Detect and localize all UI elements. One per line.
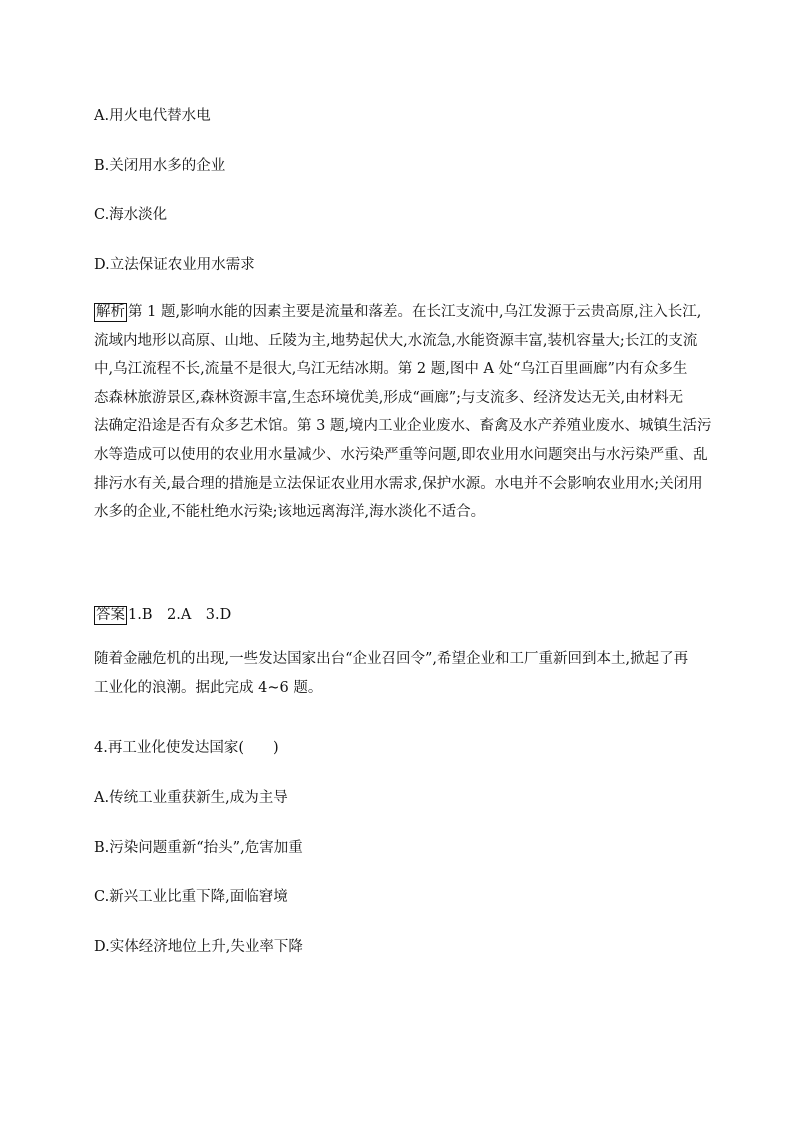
option-a-q3: A.用火电代替水电 xyxy=(94,108,211,124)
option-d-q3: D.立法保证农业用水需求 xyxy=(94,257,255,273)
intro-paragraph xyxy=(94,645,704,702)
answer-tag: 答案 xyxy=(96,607,125,623)
analysis-line-3: 中,乌江流程不长,流量不是很大,乌江无结冰期。第 2 题,图中 A 处“乌江百里画廊”内有众多生 xyxy=(94,361,688,378)
analysis-line-1 xyxy=(94,298,704,327)
analysis-line-6: 水等造成可以使用的农业用水量减少、水污染严重等问题,即农业用水问题突出与水污染严重、乱 xyxy=(94,446,708,463)
option-d-q4: D.实体经济地位上升,失业率下降 xyxy=(94,939,303,955)
analysis-text-1: 第 1 题,影响水能的因素主要是流量和落差。在长江支流中,乌江发源于云贵高原,注入长江, xyxy=(128,304,702,320)
option-a-q4: A.传统工业重获新生,成为主导 xyxy=(94,790,288,806)
analysis-line-2: 流域内地形以高原、山地、丘陵为主,地势起伏大,水流急,水能资源丰富,装机容量大;长江的支流 xyxy=(94,332,698,349)
option-b-q4: B.污染问题重新“抬头”,危害加重 xyxy=(94,840,303,856)
option-c-q4: C.新兴工业比重下降,面临窘境 xyxy=(94,889,288,905)
intro-line-1: 随着金融危机的出现,一些发达国家出台“企业召回令”,希望企业和工厂重新回到本土,掀起了再 xyxy=(94,651,689,667)
answer-line xyxy=(94,603,231,625)
intro-line-2: 工业化的浪潮。据此完成 4~6 题。 xyxy=(94,679,323,696)
analysis-tag: 解析 xyxy=(96,304,125,320)
option-b-q3: B.关闭用水多的企业 xyxy=(94,158,226,174)
question-4-stem: 4.再工业化使发达国家( ) xyxy=(94,740,279,756)
analysis-line-8: 水多的企业,不能杜绝水污染;该地远离海洋,海水淡化不适合。 xyxy=(94,504,486,521)
answer-text: 1.B 2.A 3.D xyxy=(128,607,232,623)
analysis-line-7: 排污水有关,最合理的措施是立法保证农业用水需求,保护水源。水电并不会影响农业用水;关闭用 xyxy=(94,475,703,492)
analysis-paragraph xyxy=(94,298,712,527)
analysis-line-5: 法确定沿途是否有众多艺术馆。第 3 题,境内工业企业废水、畜禽及水产养殖业废水、城镇生活污 xyxy=(94,418,712,435)
analysis-line-4: 态森林旅游景区,森林资源丰富,生态环境优美,形成“画廊”;与支流多、经济发达无关,由材料无 xyxy=(94,389,684,406)
option-c-q3: C.海水淡化 xyxy=(94,207,168,223)
